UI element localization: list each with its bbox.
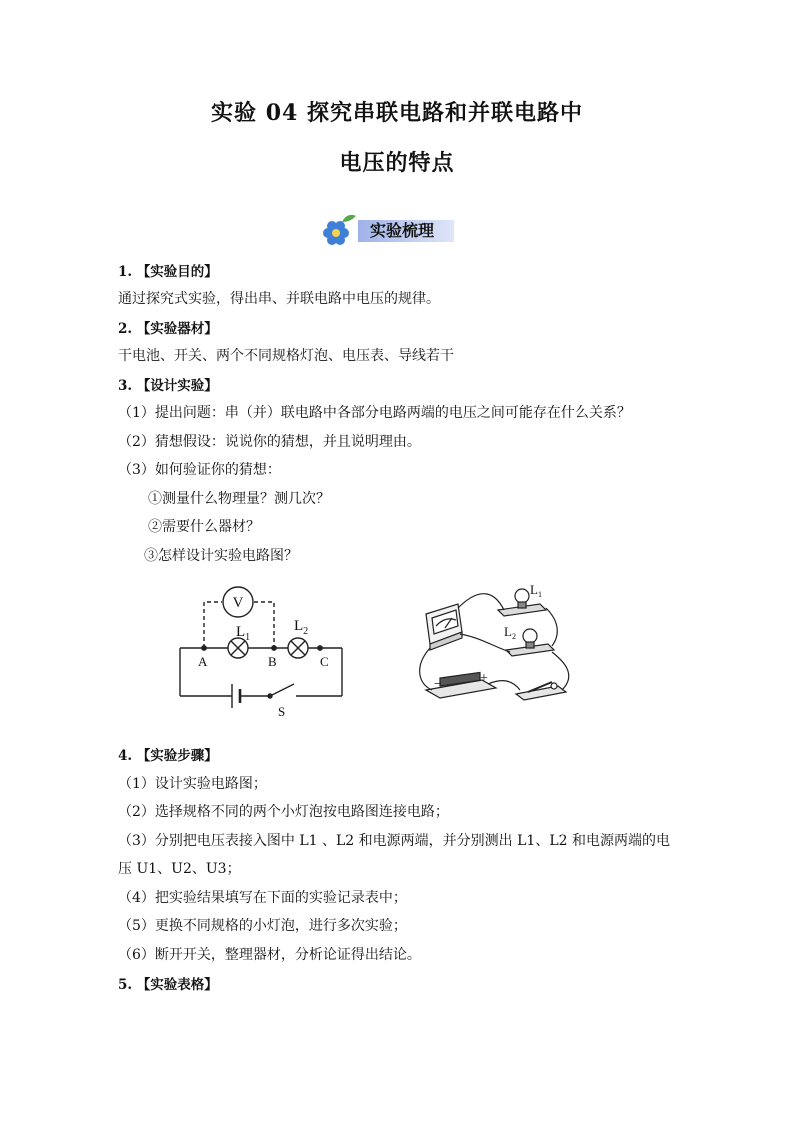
battery-plus-label: + (480, 671, 488, 686)
circuit-diagram (170, 578, 350, 718)
battery-minus-label: − (434, 677, 442, 692)
section-heading-table: 5. 【实验表格】 (118, 977, 218, 993)
design-sub-2: ②需要什么器材？ (148, 519, 260, 535)
section-heading-steps: 4. 【实验步骤】 (118, 748, 218, 764)
section-banner (318, 212, 463, 246)
step-5: （5）更换不同规格的小灯泡，进行多次实验； (118, 918, 407, 934)
section-heading-purpose: 1. 【实验目的】 (118, 264, 218, 280)
wire (460, 634, 510, 652)
voltmeter-label: V (232, 595, 244, 611)
page-title-line2: 电压的特点 (339, 150, 455, 176)
lamp-l2 (288, 638, 308, 658)
switch-device (516, 682, 566, 700)
design-question: （1）提出问题：串（并）联电路中各部分电路两端的电压之间可能存在什么关系？ (118, 405, 631, 421)
node-c-label: C (320, 654, 329, 669)
page-title: 实验 04 探究串联电路和并联电路中 (211, 100, 583, 126)
design-sub-1: ①测量什么物理量？测几次？ (148, 491, 330, 507)
materials-text: 干电池、开关、两个不同规格灯泡、电压表、导线若干 (118, 348, 454, 364)
wire (420, 648, 432, 690)
step-3: （3）分别把电压表接入图中 L1 、L2 和电源两端，并分别测出 L1、L2 和电源两端的电 (118, 833, 670, 849)
flower-icon (318, 212, 358, 248)
lamp-l2-label: $L_2$ (504, 624, 516, 641)
design-verify: （3）如何验证你的猜想： (118, 462, 281, 478)
step-3-continued: 压 U1、U2、U3； (118, 861, 241, 877)
switch-blade (270, 684, 294, 696)
voltmeter-lead-right (254, 602, 274, 648)
voltmeter-device (426, 604, 462, 650)
step-4: （4）把实验结果填写在下面的实验记录表中； (118, 890, 407, 906)
section-heading-materials: 2. 【实验器材】 (118, 321, 218, 337)
wire (546, 608, 557, 646)
lamp-l1-label: $L_1$ (236, 624, 251, 643)
node-c-dot (318, 646, 322, 650)
step-1: （1）设计实验电路图； (118, 776, 267, 792)
apparatus-sketch (412, 574, 592, 714)
lamp-l1-label: $L_1$ (530, 582, 542, 599)
lamp-l2-label: $L_2$ (294, 618, 309, 637)
design-sub-3: ③怎样设计实验电路图？ (144, 548, 298, 564)
voltmeter-lead-left (204, 602, 222, 648)
switch-label: S (278, 704, 286, 718)
design-hypothesis: （2）猜想假设：说说你的猜想，并且说明理由。 (118, 434, 421, 450)
purpose-text: 通过探究式实验，得出串、并联电路中电压的规律。 (118, 291, 440, 307)
step-2: （2）选择规格不同的两个小灯泡按电路图连接电路； (118, 804, 449, 820)
node-b-label: B (268, 654, 277, 669)
wire (458, 594, 504, 610)
banner-label: 实验梳理 (370, 221, 435, 240)
step-6: （6）断开开关，整理器材，分析论证得出结论。 (118, 947, 421, 963)
node-a-label: A (198, 654, 208, 669)
section-heading-design: 3. 【设计实验】 (118, 378, 218, 394)
